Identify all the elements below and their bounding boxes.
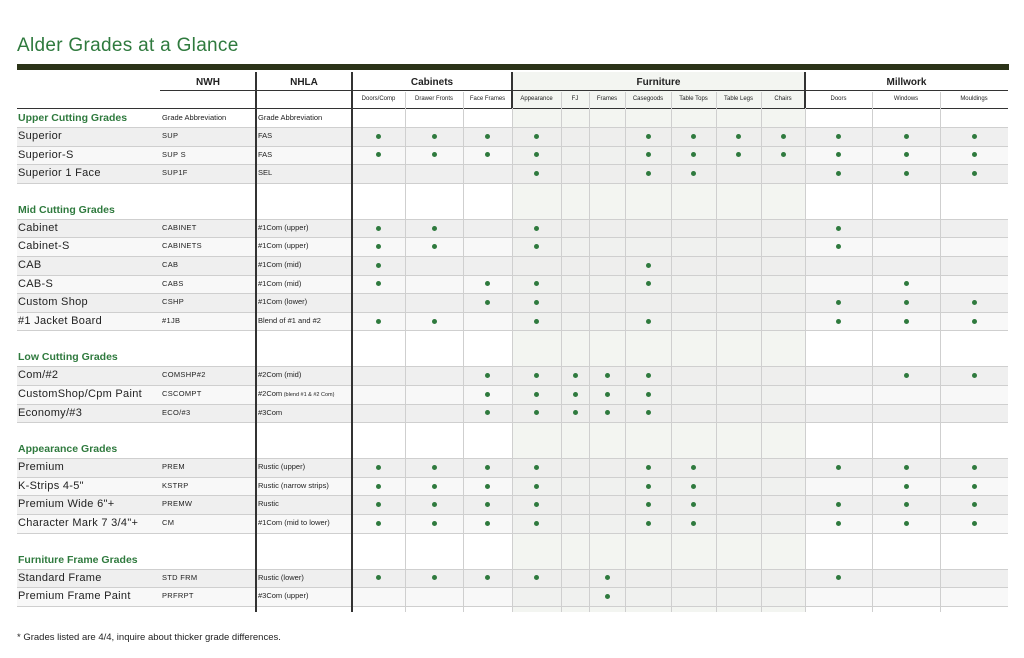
column-divider: [761, 92, 762, 612]
grade-mark-dot: [432, 226, 437, 231]
nhla-right-rule: [351, 72, 353, 612]
grade-mark-dot: [972, 521, 977, 526]
grade-mark-dot: [376, 521, 381, 526]
grade-mark-dot: [485, 300, 490, 305]
footnote: * Grades listed are 4/4, inquire about thicker grade differences.: [17, 632, 281, 643]
grade-mark-dot: [972, 171, 977, 176]
nwh-abbreviation: CAB: [162, 260, 179, 269]
grade-mark-dot: [432, 521, 437, 526]
nwh-abbreviation: CM: [162, 518, 175, 527]
nhla-grade: #1Com (mid to lower): [258, 518, 330, 527]
grade-mark-dot: [534, 226, 539, 231]
grade-mark-dot: [376, 134, 381, 139]
grade-mark-dot: [646, 171, 651, 176]
grade-mark-dot: [836, 521, 841, 526]
grade-mark-dot: [836, 171, 841, 176]
column-header: Doors: [830, 96, 847, 102]
grade-mark-dot: [646, 263, 651, 268]
grade-mark-dot: [691, 484, 696, 489]
grade-mark-dot: [972, 373, 977, 378]
column-header: Appearance: [520, 96, 553, 102]
grade-name: CustomShop/Cpm Paint: [18, 388, 142, 400]
grade-mark-dot: [904, 319, 909, 324]
grade-mark-dot: [904, 373, 909, 378]
grade-mark-dot: [534, 134, 539, 139]
column-header: Doors/Comp: [361, 96, 396, 102]
page-title: Alder Grades at a Glance: [17, 35, 239, 56]
grade-mark-dot: [904, 281, 909, 286]
grade-mark-dot: [972, 502, 977, 507]
grade-mark-dot: [605, 373, 610, 378]
nwh-abbreviation: #1JB: [162, 315, 181, 325]
nhla-grade: Rustic: [258, 499, 279, 509]
grade-mark-dot: [646, 392, 651, 397]
grade-mark-dot: [432, 502, 437, 507]
grade-mark-dot: [432, 465, 437, 470]
nhla-grade: Blend of #1 and #2: [258, 315, 321, 325]
grade-name: Com/#2: [18, 369, 59, 382]
nwh-abbreviation: PRFRPT: [162, 591, 194, 601]
column-divider: [405, 92, 406, 612]
nhla-grade: Rustic (lower): [258, 572, 304, 582]
grade-mark-dot: [534, 392, 539, 397]
column-divider: [589, 92, 590, 612]
grade-mark-dot: [904, 502, 909, 507]
nwh-abbreviation: PREM: [162, 462, 185, 472]
grade-mark-dot: [376, 319, 381, 324]
grade-name: Cabinet: [18, 221, 59, 234]
grade-mark-dot: [432, 319, 437, 324]
grade-mark-dot: [836, 226, 841, 231]
grade-mark-dot: [646, 410, 651, 415]
column-header: Drawer Fronts: [414, 96, 453, 102]
grade-mark-dot: [836, 319, 841, 324]
grade-mark-dot: [691, 134, 696, 139]
grade-mark-dot: [534, 484, 539, 489]
grade-name: Standard Frame: [18, 571, 102, 584]
grade-mark-dot: [904, 152, 909, 157]
grade-name: Premium Wide 6"+: [18, 498, 115, 511]
grade-name: K-Strips 4-5": [18, 479, 84, 492]
nhla-grade: SEL: [258, 168, 273, 178]
grade-name: Cabinet-S: [18, 240, 70, 253]
nhla-grade: #1Com (upper): [258, 241, 309, 251]
nhla-grade: #1Com (mid): [258, 260, 302, 269]
column-divider: [512, 108, 513, 612]
nhla-left-rule: [255, 72, 257, 612]
column-header: Windows: [893, 96, 919, 102]
grade-mark-dot: [573, 392, 578, 397]
nhla-header: NHLA: [290, 77, 318, 88]
nhla-grade: #2Com (blend #1 & #2 Com): [258, 389, 335, 398]
grade-mark-dot: [605, 594, 610, 599]
column-header: Table Tops: [679, 96, 708, 102]
column-divider: [463, 92, 464, 612]
grade-mark-dot: [972, 465, 977, 470]
grade-mark-dot: [534, 300, 539, 305]
nhla-grade: FAS: [258, 149, 273, 159]
grade-mark-dot: [904, 484, 909, 489]
grade-name: Superior 1 Face: [18, 167, 101, 180]
column-header: Casegoods: [632, 96, 664, 102]
column-header: Table Legs: [723, 96, 754, 102]
section-title: Low Cutting Grades: [18, 351, 118, 364]
grade-mark-dot: [646, 134, 651, 139]
grade-mark-dot: [646, 373, 651, 378]
nhla-grade: #3Com (upper): [258, 591, 309, 601]
nwh-abbreviation: CABS: [162, 278, 184, 288]
grade-name: Character Mark 7 3/4"+: [18, 517, 139, 529]
nwh-abbreviation: KSTRP: [162, 480, 189, 490]
column-header: Mouldings: [960, 96, 988, 102]
grade-mark-dot: [573, 410, 578, 415]
grade-mark-dot: [376, 263, 381, 268]
nwh-abbreviation: STD FRM: [162, 572, 198, 582]
grade-mark-dot: [646, 152, 651, 157]
grade-name: CAB: [18, 259, 42, 271]
grade-mark-dot: [605, 410, 610, 415]
nwh-abbreviation: CSHP: [162, 297, 185, 307]
grade-mark-dot: [646, 465, 651, 470]
header-rule: [160, 90, 1008, 91]
grade-name: Premium: [18, 461, 65, 474]
furniture-left-rule: [511, 72, 513, 108]
grade-name: Economy/#3: [18, 406, 83, 419]
column-header: FJ: [571, 96, 579, 102]
nwh-abbreviation: PREMW: [162, 499, 193, 509]
grade-mark-dot: [485, 392, 490, 397]
nhla-grade: FAS: [258, 131, 273, 140]
grade-mark-dot: [376, 226, 381, 231]
grade-mark-dot: [646, 484, 651, 489]
grade-abbreviation-label: Grade Abbreviation: [162, 113, 227, 122]
grade-mark-dot: [485, 521, 490, 526]
grade-mark-dot: [836, 134, 841, 139]
grade-name: CAB-S: [18, 277, 54, 290]
grade-name: Superior-S: [18, 148, 74, 161]
grade-mark-dot: [736, 134, 741, 139]
grade-mark-dot: [691, 521, 696, 526]
nhla-grade: #3Com: [258, 407, 283, 417]
grade-mark-dot: [836, 300, 841, 305]
grade-name: Superior: [18, 130, 62, 142]
section-title: Mid Cutting Grades: [18, 203, 115, 216]
nwh-abbreviation: SUP1F: [162, 168, 188, 178]
grade-mark-dot: [485, 134, 490, 139]
grade-mark-dot: [646, 319, 651, 324]
nhla-grade: #1Com (lower): [258, 297, 308, 307]
nhla-grade: #1Com (upper): [258, 222, 309, 232]
grade-mark-dot: [904, 300, 909, 305]
nhla-grade: Rustic (narrow strips): [258, 480, 329, 490]
column-divider: [561, 92, 562, 612]
grade-mark-dot: [605, 392, 610, 397]
grade-mark-dot: [432, 484, 437, 489]
grade-mark-dot: [485, 465, 490, 470]
grade-mark-dot: [646, 521, 651, 526]
column-divider: [671, 92, 672, 612]
grade-mark-dot: [691, 465, 696, 470]
section-title: Upper Cutting Grades: [18, 112, 128, 124]
grade-mark-dot: [432, 575, 437, 580]
nhla-grade: #2Com (mid): [258, 370, 302, 380]
section-title: Appearance Grades: [18, 443, 118, 456]
grade-mark-dot: [904, 521, 909, 526]
nwh-abbreviation: ECO/#3: [162, 407, 191, 417]
grade-mark-dot: [904, 465, 909, 470]
grade-mark-dot: [972, 152, 977, 157]
nwh-header: NWH: [196, 77, 220, 88]
nwh-abbreviation: SUP S: [162, 149, 186, 159]
nwh-abbreviation: SUP: [162, 131, 179, 140]
section-title: Furniture Frame Grades: [18, 553, 138, 566]
nwh-abbreviation: COMSHP#2: [162, 370, 206, 380]
grade-mark-dot: [432, 152, 437, 157]
nwh-abbreviation: CABINETS: [162, 241, 202, 251]
column-divider: [940, 92, 941, 612]
column-divider: [805, 108, 806, 612]
nhla-grade: Rustic (upper): [258, 462, 306, 472]
grade-mark-dot: [904, 171, 909, 176]
grade-abbreviation-label: Grade Abbreviation: [258, 113, 323, 122]
grade-mark-dot: [534, 171, 539, 176]
column-divider: [872, 92, 873, 612]
grade-mark-dot: [534, 521, 539, 526]
column-header: Chairs: [774, 96, 792, 102]
nhla-grade-note: (blend #1 & #2 Com): [282, 392, 335, 398]
grade-mark-dot: [781, 152, 786, 157]
grade-mark-dot: [605, 575, 610, 580]
grade-mark-dot: [836, 465, 841, 470]
grade-mark-dot: [781, 134, 786, 139]
grade-mark-dot: [972, 484, 977, 489]
millwork-left-rule: [804, 72, 806, 108]
group-header-millwork: Millwork: [886, 77, 927, 88]
grade-mark-dot: [432, 134, 437, 139]
grade-name: Custom Shop: [18, 296, 88, 309]
grade-mark-dot: [432, 244, 437, 249]
grade-mark-dot: [972, 319, 977, 324]
grade-mark-dot: [972, 300, 977, 305]
grade-mark-dot: [534, 319, 539, 324]
group-header-cabinets: Cabinets: [410, 77, 454, 88]
grade-mark-dot: [691, 171, 696, 176]
nwh-abbreviation: CABINET: [162, 222, 197, 232]
grade-mark-dot: [904, 134, 909, 139]
column-divider: [625, 92, 626, 612]
grade-mark-dot: [376, 465, 381, 470]
grade-mark-dot: [972, 134, 977, 139]
grade-mark-dot: [376, 484, 381, 489]
grade-mark-dot: [646, 281, 651, 286]
grade-name: #1 Jacket Board: [18, 314, 102, 327]
column-header: Face Frames: [469, 96, 506, 102]
grade-name: Premium Frame Paint: [18, 590, 131, 603]
nwh-abbreviation: CSCOMPT: [162, 389, 202, 398]
grade-mark-dot: [534, 465, 539, 470]
grade-mark-dot: [485, 484, 490, 489]
column-header: Frames: [596, 96, 618, 102]
grade-mark-dot: [573, 373, 578, 378]
column-divider: [716, 92, 717, 612]
grade-mark-dot: [646, 502, 651, 507]
nhla-grade: #1Com (mid): [258, 278, 302, 288]
group-header-furniture: Furniture: [636, 77, 681, 88]
